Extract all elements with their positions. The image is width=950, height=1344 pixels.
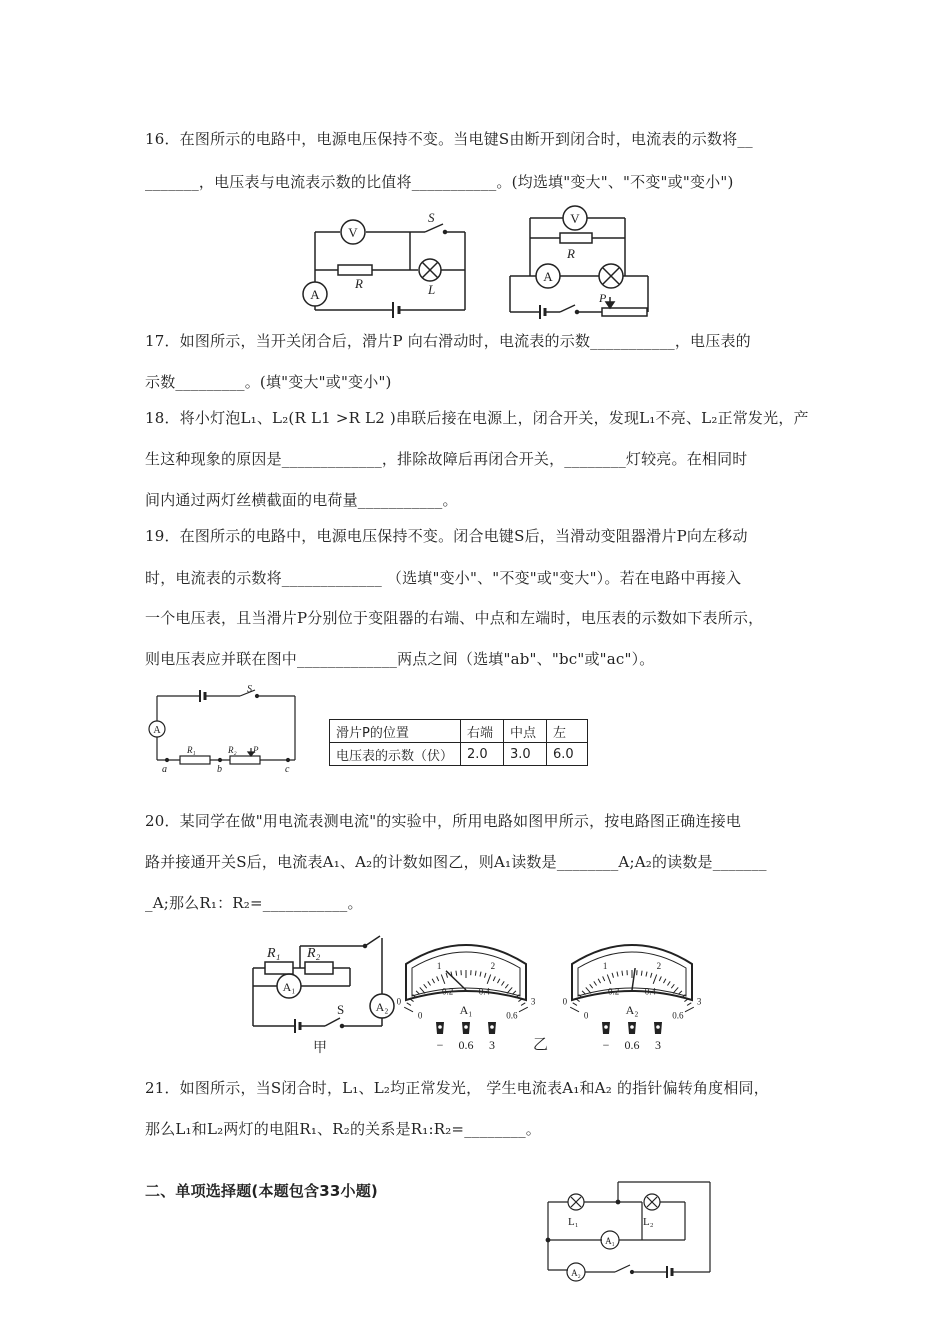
scale-label-bottom: 0.4 — [478, 986, 490, 997]
tick-mark — [497, 979, 499, 983]
scale-label-bottom: 0 — [583, 1010, 589, 1021]
terminal-hole — [656, 1025, 660, 1029]
table-cell: 3.0 — [504, 743, 547, 766]
svg-text:L₁: L₁ — [568, 1216, 579, 1228]
terminal-label: 3 — [655, 1038, 661, 1052]
section-2-title: 二、单项选择题(本题包含33小题) — [145, 1182, 378, 1200]
tick-mark — [594, 981, 597, 985]
terminal-label: − — [436, 1038, 444, 1052]
terminal-hole — [630, 1025, 634, 1029]
scale-label-top: 2 — [656, 960, 662, 971]
tick-mark — [671, 984, 674, 988]
svg-text:c: c — [285, 764, 290, 775]
tick-mark — [501, 981, 504, 985]
svg-text:L: L — [428, 282, 436, 297]
ammeter-a2 — [562, 930, 702, 1055]
q16-circuit-left — [300, 210, 480, 325]
tick-mark — [646, 972, 647, 977]
svg-text:A: A — [310, 287, 320, 302]
tick-mark — [487, 975, 491, 984]
q21-line-1: 21．如图所示，当S闭合时，L₁、L₂均正常发光， 学生电流表A₁和A₂ 的指针偏转角度相同， — [145, 1079, 769, 1097]
svg-text:R₁: R₁ — [267, 946, 281, 961]
scale-label-bottom: 0 — [417, 1010, 423, 1021]
ammeter-a1 — [396, 930, 536, 1055]
svg-text:R₂: R₂ — [228, 745, 237, 755]
scale-label-top: 3 — [530, 996, 536, 1007]
table-row — [330, 743, 588, 766]
tick-mark — [607, 975, 611, 984]
tick-mark — [586, 987, 591, 993]
scale-label-bottom: 0.2 — [608, 986, 620, 997]
tick-mark — [493, 976, 495, 981]
table-cell: 中点 — [504, 720, 547, 743]
q21-line-2: 那么L₁和L₂两灯的电阻R₁、R₂的关系是R₁:R₂=________。 — [145, 1120, 542, 1138]
tick-mark — [446, 973, 447, 978]
tick-mark — [432, 979, 434, 983]
scale-label-top: 1 — [436, 960, 442, 971]
meter-label: A₁ — [459, 1003, 473, 1017]
tick-mark — [437, 976, 439, 981]
q19-line-1: 19．在图所示的电路中，电源电压保持不变。闭合电键S后，当滑动变阻器滑片P向左移动 — [145, 527, 748, 545]
svg-text:A₁: A₁ — [605, 1236, 615, 1246]
terminal-label: 0.6 — [624, 1038, 640, 1052]
tick-mark — [590, 984, 593, 988]
q19-voltage-table — [329, 719, 588, 766]
table-cell: 6.0 — [547, 743, 588, 766]
tick-mark — [622, 971, 623, 976]
tick-mark — [424, 984, 427, 988]
meter-label: A₂ — [625, 1003, 639, 1017]
table-cell: 2.0 — [461, 743, 504, 766]
tick-mark — [475, 971, 476, 976]
table-cell: 右端 — [461, 720, 504, 743]
q18-line-1: 18．将小灯泡L₁、L₂(R L1 >R L2 )串联后接在电源上，闭合开关，发现L₁不亮、L₂正常发光，产 — [145, 409, 809, 427]
svg-text:A₂: A₂ — [571, 1268, 581, 1278]
svg-text:b: b — [217, 764, 222, 775]
svg-text:R: R — [567, 246, 575, 261]
svg-text:R₂: R₂ — [307, 946, 321, 961]
tick-mark — [480, 972, 481, 977]
svg-text:V: V — [570, 211, 580, 226]
svg-text:A₂: A₂ — [375, 1000, 389, 1014]
svg-text:S: S — [247, 684, 252, 695]
svg-text:S: S — [337, 1002, 345, 1017]
tick-mark — [521, 1003, 525, 1006]
q20-caption-yi: 乙 — [533, 1035, 549, 1053]
q19-line-3: 一个电压表，且当滑片P分别位于变阻器的右端、中点和左端时，电压表的示数如下表所示， — [145, 609, 764, 627]
svg-text:R₁: R₁ — [187, 745, 196, 755]
q20-line-2: 路并接通开关S后，电流表A₁、A₂的计数如图乙，则A₁读数是________A;A₂的读数是_______ — [145, 853, 767, 871]
q20-line-1: 20．某同学在做"用电流表测电流"的实验中，所用电路如图甲所示，按电路图正确连接电 — [145, 812, 742, 830]
q19-circuit — [145, 684, 305, 775]
svg-text:S: S — [428, 210, 435, 225]
tick-mark — [663, 979, 665, 983]
scale-label-bottom: 0.6 — [672, 1010, 684, 1021]
svg-text:L₂: L₂ — [643, 1216, 654, 1228]
svg-text:A: A — [543, 269, 553, 284]
terminal-label: 3 — [489, 1038, 495, 1052]
q17-line-2: 示数_________。(填"变大"或"变小") — [145, 373, 392, 391]
tick-mark — [603, 976, 605, 981]
scale-label-top: 0 — [562, 996, 568, 1007]
tick-mark — [687, 1003, 691, 1006]
svg-text:A: A — [153, 725, 161, 736]
tick-mark — [456, 971, 457, 976]
tick-mark — [519, 1007, 528, 1012]
tick-mark — [505, 984, 508, 988]
svg-text:R: R — [355, 276, 363, 291]
tick-mark — [673, 987, 678, 993]
q16-line-2: _______，电压表与电流表示数的比值将___________。(均选填"变大"、"不变"或"变小") — [145, 173, 734, 191]
tick-mark — [685, 1007, 694, 1012]
tick-mark — [598, 979, 600, 983]
q19-line-2: 时，电流表的示数将_____________ （选填"变小"、"不变"或"变大"）。若在电路中再接入 — [145, 569, 742, 587]
terminal-hole — [464, 1025, 468, 1029]
tick-mark — [653, 975, 657, 984]
q18-line-3: 间内通过两灯丝横截面的电荷量___________。 — [145, 491, 458, 509]
terminal-hole — [438, 1025, 442, 1029]
scale-label-bottom: 0.4 — [644, 986, 656, 997]
table-cell: 电压表的示数（伏） — [330, 743, 461, 766]
tick-mark — [650, 973, 651, 978]
table-cell: 滑片P的位置 — [330, 720, 461, 743]
svg-text:V: V — [348, 225, 358, 240]
svg-text:P: P — [253, 745, 259, 755]
tick-mark — [659, 976, 661, 981]
q21-circuit — [540, 1180, 720, 1285]
q16-line-1: 16．在图所示的电路中，电源电压保持不变。当电键S由断开到闭合时，电流表的示数将__ — [145, 130, 753, 148]
terminal-label: 0.6 — [458, 1038, 474, 1052]
tick-mark — [407, 1003, 411, 1006]
tick-mark — [612, 973, 613, 978]
scale-label-bottom: 0.6 — [506, 1010, 518, 1021]
tick-mark — [428, 981, 431, 985]
terminal-label: − — [602, 1038, 610, 1052]
tick-mark — [641, 971, 642, 976]
scale-label-top: 0 — [396, 996, 402, 1007]
tick-mark — [617, 972, 618, 977]
table-row — [330, 720, 588, 743]
table-cell: 左 — [547, 720, 588, 743]
q18-line-2: 生这种现象的原因是_____________，排除故障后再闭合开关，________灯较亮。在相同时 — [145, 450, 748, 468]
q20-circuit-jia — [245, 928, 410, 1058]
q16-circuit-right — [505, 202, 655, 322]
tick-mark — [441, 975, 445, 984]
tick-mark — [573, 1003, 577, 1006]
tick-mark — [420, 987, 425, 993]
scale-label-top: 2 — [490, 960, 496, 971]
terminal-hole — [490, 1025, 494, 1029]
q20-line-3: _A;那么R₁：R₂=___________。 — [145, 894, 363, 912]
q17-line-1: 17．如图所示，当开关闭合后，滑片P 向右滑动时，电流表的示数___________，电压表的 — [145, 332, 751, 350]
tick-mark — [484, 973, 485, 978]
scale-label-top: 1 — [602, 960, 608, 971]
tick-mark — [570, 1007, 579, 1012]
tick-mark — [404, 1007, 413, 1012]
svg-text:P: P — [599, 291, 607, 305]
svg-text:A₁: A₁ — [282, 980, 296, 994]
q19-line-4: 则电压表应并联在图中_____________两点之间（选填"ab"、"bc"或"ac"）。 — [145, 650, 655, 668]
tick-mark — [667, 981, 670, 985]
terminal-hole — [604, 1025, 608, 1029]
svg-text:甲: 甲 — [313, 1041, 327, 1056]
scale-label-top: 3 — [696, 996, 702, 1007]
scale-label-bottom: 0.2 — [442, 986, 454, 997]
svg-text:a: a — [162, 764, 167, 775]
tick-mark — [507, 987, 512, 993]
